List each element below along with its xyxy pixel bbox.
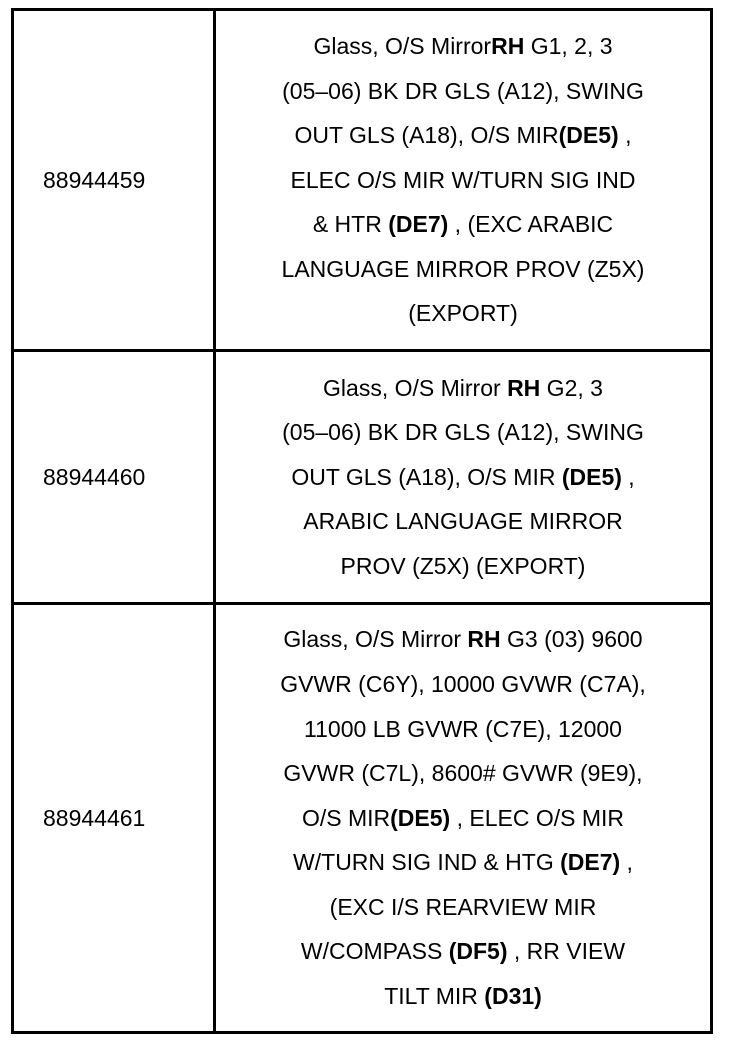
description-line	[228, 113, 698, 158]
option-code: (DE5)	[561, 463, 622, 490]
description-text: W/TURN SIG IND & HTG	[293, 849, 561, 876]
description-text: LANGUAGE MIRROR PROV (Z5X)	[281, 255, 645, 282]
description-line	[228, 69, 698, 114]
description-text: (EXPORT)	[408, 300, 518, 327]
description-text: TILT MIR	[384, 983, 485, 1010]
description-text: Glass, O/S Mirror	[283, 626, 468, 653]
description-text: GVWR (C6Y), 10000 GVWR (C7A),	[280, 670, 646, 697]
part-number-cell: 88944461	[13, 604, 215, 1033]
description-text: PROV (Z5X) (EXPORT)	[340, 552, 586, 579]
description-text: (05–06) BK DR GLS (A12), SWING	[282, 77, 644, 104]
description-line	[228, 707, 698, 752]
option-code: RH	[467, 626, 501, 653]
option-code: (DE5)	[558, 122, 619, 149]
description-line	[228, 158, 698, 203]
description-line	[228, 974, 698, 1019]
description-text: ELEC O/S MIR W/TURN SIG IND	[290, 166, 636, 193]
description-text: OUT GLS (A18), O/S MIR	[294, 122, 559, 149]
option-code: RH	[507, 374, 541, 401]
description-text: , RR VIEW	[507, 938, 626, 965]
parts-table	[11, 8, 713, 1034]
option-code: RH	[491, 32, 525, 59]
table-row	[13, 10, 712, 351]
description-text: , (EXC ARABIC	[448, 211, 614, 238]
description-text: ,	[618, 122, 632, 149]
description-line	[228, 544, 698, 589]
description-line	[228, 455, 698, 500]
part-number-cell: 88944459	[13, 10, 215, 351]
part-number-cell: 88944460	[13, 351, 215, 604]
description-text: Glass, O/S Mirror	[313, 32, 492, 59]
description-cell	[215, 351, 712, 604]
option-code: (DE7)	[560, 849, 621, 876]
option-code: (DE5)	[390, 804, 451, 831]
option-code: (D31)	[484, 983, 542, 1010]
description-text: ,	[620, 849, 633, 876]
description-text: G2, 3	[540, 374, 603, 401]
description-text: Glass, O/S Mirror	[323, 374, 508, 401]
option-code: (DE7)	[388, 211, 449, 238]
description-text: ARABIC LANGUAGE MIRROR	[303, 508, 623, 535]
description-text: (EXC I/S REARVIEW MIR	[329, 893, 597, 920]
option-code: (DF5)	[448, 938, 508, 965]
description-line	[228, 366, 698, 411]
description-text: G3 (03) 9600	[500, 626, 643, 653]
table-row	[13, 351, 712, 604]
description-line	[228, 840, 698, 885]
description-line	[228, 499, 698, 544]
table-row	[13, 604, 712, 1033]
description-text: W/COMPASS	[300, 938, 449, 965]
description-line	[228, 247, 698, 292]
description-line	[228, 929, 698, 974]
description-line	[228, 617, 698, 662]
description-cell	[215, 604, 712, 1033]
description-text: ,	[621, 463, 635, 490]
description-text: O/S MIR	[301, 804, 391, 831]
description-line	[228, 751, 698, 796]
description-line	[228, 662, 698, 707]
description-text: GVWR (C7L), 8600# GVWR (9E9),	[283, 760, 643, 787]
description-line	[228, 796, 698, 841]
description-cell	[215, 10, 712, 351]
description-text: & HTR	[312, 211, 389, 238]
description-line	[228, 24, 698, 69]
description-text: OUT GLS (A18), O/S MIR	[291, 463, 562, 490]
description-text: , ELEC O/S MIR	[450, 804, 625, 831]
description-line	[228, 202, 698, 247]
description-text: G1, 2, 3	[524, 32, 613, 59]
description-text: (05–06) BK DR GLS (A12), SWING	[282, 419, 644, 446]
description-line	[228, 291, 698, 336]
description-line	[228, 410, 698, 455]
description-line	[228, 885, 698, 930]
description-text: 11000 LB GVWR (C7E), 12000	[304, 715, 622, 742]
